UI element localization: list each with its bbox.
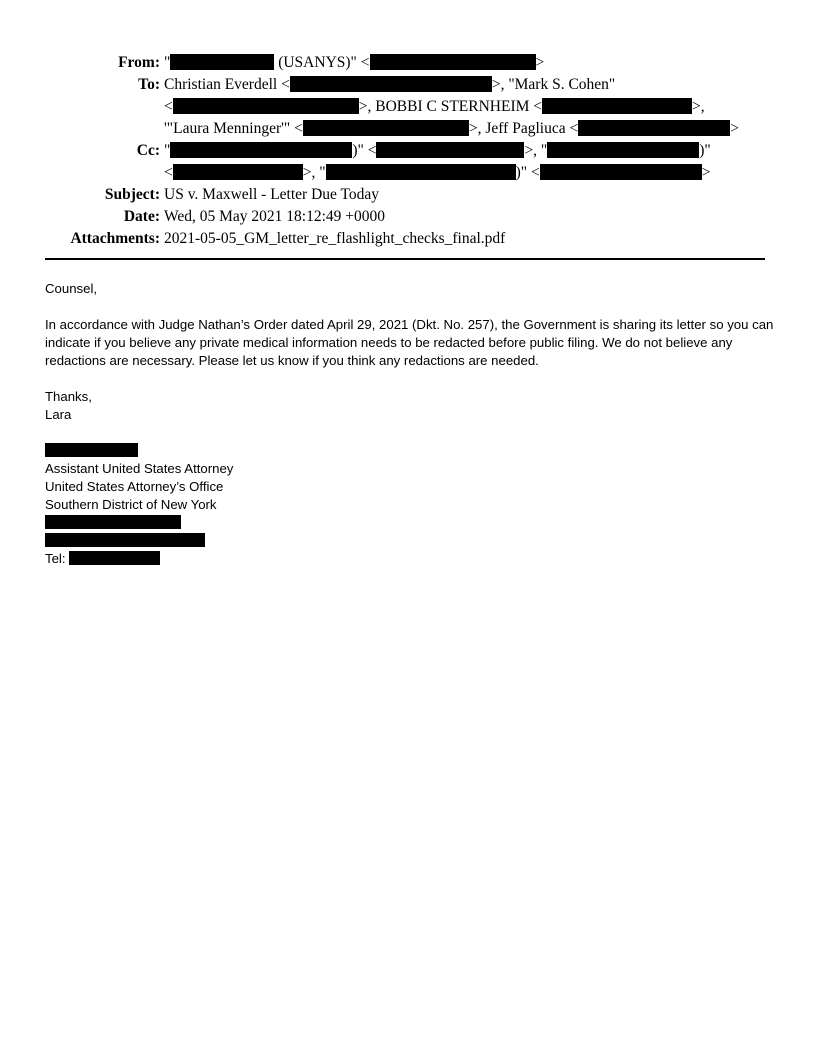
signature-address-redacted <box>45 532 775 550</box>
signature-office: United States Attorney’s Office <box>45 479 224 494</box>
cc-text: > <box>701 164 711 181</box>
to-text: > <box>730 120 739 137</box>
to-row-continued <box>0 118 816 140</box>
date-row <box>0 206 816 228</box>
signature-address-redacted <box>45 514 775 532</box>
cc-text: )" < <box>352 142 377 159</box>
cc-row-continued <box>0 162 816 184</box>
attachment-filename[interactable]: 2021-05-05_GM_letter_re_flashlight_checks_final.pdf <box>164 230 506 247</box>
to-label: To: <box>138 76 160 93</box>
tel-label: Tel: <box>45 551 70 566</box>
signature-name-redacted <box>45 442 775 460</box>
to-row-continued <box>0 96 816 118</box>
from-text: " <box>164 54 171 71</box>
closing: Thanks, <box>45 389 92 404</box>
from-value <box>164 52 544 74</box>
redaction <box>173 98 359 114</box>
redaction <box>290 76 492 92</box>
signature-block <box>45 442 775 568</box>
subject-value: US v. Maxwell - Letter Due Today <box>164 186 380 203</box>
redaction <box>170 54 274 70</box>
to-value <box>164 74 615 96</box>
subject-row <box>0 184 816 206</box>
cc-row <box>0 140 816 162</box>
email-body <box>45 280 775 568</box>
email-header <box>0 52 816 250</box>
redaction <box>326 164 516 180</box>
redaction <box>547 142 699 158</box>
redaction <box>370 54 536 70</box>
sender-first-name: Lara <box>45 407 72 422</box>
attachments-row <box>0 228 816 250</box>
attachments-label: Attachments: <box>70 230 160 247</box>
date-value: Wed, 05 May 2021 18:12:49 +0000 <box>164 208 386 225</box>
redaction <box>45 515 181 529</box>
cc-text: >, " <box>524 142 548 159</box>
redaction <box>540 164 702 180</box>
redaction <box>45 443 138 457</box>
to-text: >, "Mark S. Cohen" <box>491 76 616 93</box>
cc-label: Cc: <box>136 142 160 159</box>
cc-value <box>164 162 710 184</box>
redaction <box>542 98 692 114</box>
redaction <box>303 120 469 136</box>
to-text: >, <box>692 98 705 115</box>
cc-text: < <box>164 164 173 181</box>
to-value <box>164 96 705 118</box>
cc-text: )" < <box>515 164 540 181</box>
to-row <box>0 74 816 96</box>
to-text: >, Jeff Pagliuca < <box>468 120 579 137</box>
from-text: > <box>535 54 545 71</box>
cc-text: >, " <box>302 164 326 181</box>
to-text: '"Laura Menninger'" < <box>164 120 303 137</box>
to-value <box>164 118 739 140</box>
to-text: >, BOBBI C STERNHEIM < <box>358 98 543 115</box>
cc-text: )" <box>699 142 711 159</box>
from-row <box>0 52 816 74</box>
redaction <box>69 551 160 565</box>
redaction <box>173 164 303 180</box>
redaction <box>170 142 352 158</box>
cc-text: " <box>164 142 171 159</box>
to-text: Christian Everdell < <box>164 76 290 93</box>
redaction <box>376 142 524 158</box>
signature-phone <box>45 550 775 568</box>
signature-district: Southern District of New York <box>45 497 217 512</box>
cc-value <box>164 140 711 162</box>
from-text: (USANYS)" < <box>274 54 370 71</box>
from-label: From: <box>118 54 160 71</box>
header-divider <box>45 258 765 260</box>
redaction <box>45 533 205 547</box>
signature-title: Assistant United States Attorney <box>45 461 234 476</box>
subject-label: Subject: <box>104 186 160 203</box>
salutation: Counsel, <box>45 281 98 296</box>
to-text: < <box>164 98 173 115</box>
date-label: Date: <box>123 208 160 225</box>
body-paragraph: In accordance with Judge Nathan’s Order dated April 29, 2021 (Dkt. No. 257), the Government is sharing its letter so you can indicate if you believe any private medical information needs to be redacted before public filing. We do not believe any redactions are necessary. Please let us know if you think any redactions are needed. <box>45 317 774 368</box>
redaction <box>578 120 730 136</box>
